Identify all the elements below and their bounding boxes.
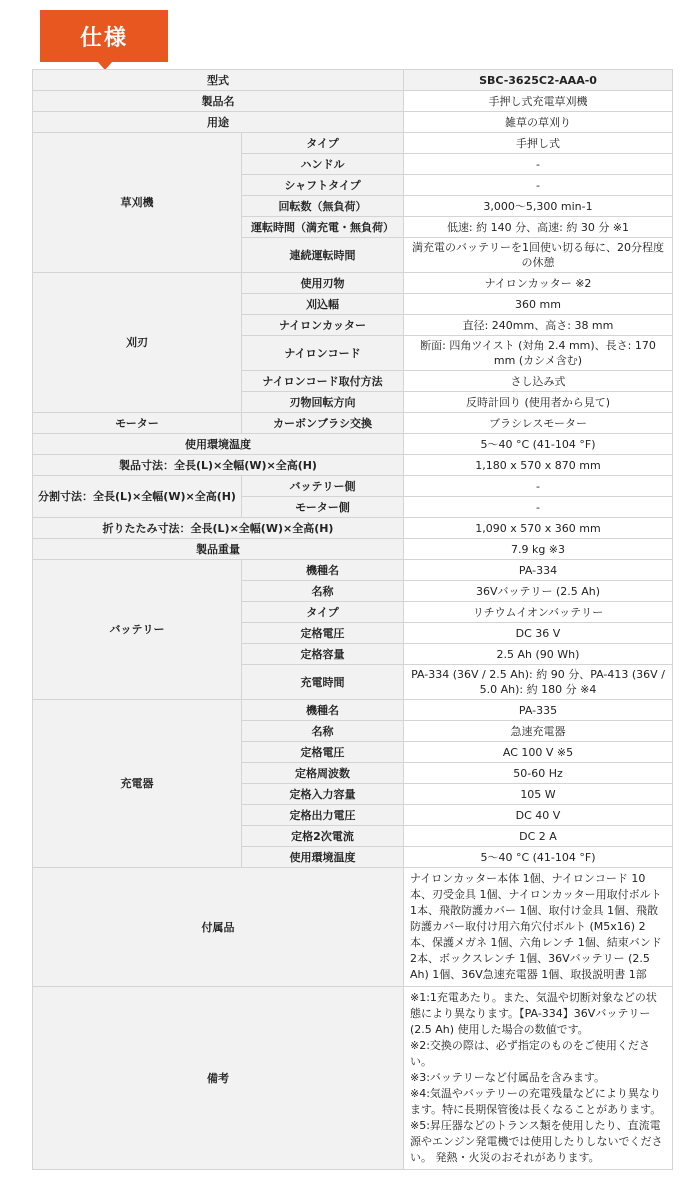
row-value: 360 mm — [404, 294, 673, 315]
row-label: 用途 — [33, 112, 404, 133]
remark-note: ※5:昇圧器などのトランス類を使用したり、直流電源やエンジン発電機では使用したりしないでください。 発熱・火災のおそれがあります。 — [410, 1119, 663, 1164]
row-label: 運転時間（満充電・無負荷） — [242, 217, 404, 238]
row-value: DC 36 V — [404, 623, 673, 644]
row-label: 使用環境温度 — [242, 847, 404, 868]
row-value: - — [404, 175, 673, 196]
row-value: 低速: 約 140 分、高速: 約 30 分 ※1 — [404, 217, 673, 238]
row-label: ナイロンカッター — [242, 315, 404, 336]
row-value: 雑草の草刈り — [404, 112, 673, 133]
row-label: 刈込幅 — [242, 294, 404, 315]
row-value: ナイロンカッター ※2 — [404, 273, 673, 294]
row-value: リチウムイオンバッテリー — [404, 602, 673, 623]
row-label: 機種名 — [242, 700, 404, 721]
table-row — [33, 987, 673, 1170]
row-value: 1,180 x 570 x 870 mm — [404, 455, 673, 476]
row-label-remarks: 備考 — [33, 987, 404, 1170]
row-value: DC 2 A — [404, 826, 673, 847]
row-value: DC 40 V — [404, 805, 673, 826]
table-row — [33, 70, 673, 91]
row-value-remarks — [404, 987, 673, 1170]
row-label: 刃物回転方向 — [242, 392, 404, 413]
row-value: 直径: 240mm、高さ: 38 mm — [404, 315, 673, 336]
row-label-model: 型式 — [33, 70, 404, 91]
row-value: 7.9 kg ※3 — [404, 539, 673, 560]
remark-note: ※2:交換の際は、必ず指定のものをご使用ください。 — [410, 1039, 650, 1068]
row-label: 定格電圧 — [242, 742, 404, 763]
table-row — [33, 91, 673, 112]
row-label: シャフトタイプ — [242, 175, 404, 196]
row-label: 折りたたみ寸法：全長(L)×全幅(W)×全高(H) — [33, 518, 404, 539]
row-value: 5〜40 °C (41-104 °F) — [404, 847, 673, 868]
group-label-mower: 草刈機 — [33, 133, 242, 273]
row-label: 定格2次電流 — [242, 826, 404, 847]
group-label-charger: 充電器 — [33, 700, 242, 868]
row-value: 1,090 x 570 x 360 mm — [404, 518, 673, 539]
remark-note: ※1:1充電あたり。また、気温や切断対象などの状態により異なります。【PA-334】36Vバッテリー (2.5 Ah) 使用した場合の数値です。 — [410, 991, 657, 1036]
group-label-split: 分割寸法：全長(L)×全幅(W)×全高(H) — [33, 476, 242, 518]
group-label-blade: 刈刃 — [33, 273, 242, 413]
table-row — [33, 455, 673, 476]
row-label: ナイロンコード — [242, 336, 404, 371]
row-value: さし込み式 — [404, 371, 673, 392]
table-row — [33, 476, 673, 497]
table-row — [33, 539, 673, 560]
row-value-accessories: ナイロンカッター本体 1個、ナイロンコード 10本、刃受金具 1個、ナイロンカッター用取付ボルト 1本、飛散防護カバー 1個、取付け金具 1個、飛散防護カバー取付け用六角穴付ボルト (M5x16) 2本、保護メガネ 1個、六角レンチ 1個、結束バンド 2本、ボックスレンチ 1個、36Vバッテリー (2.5 Ah) 1個、36V急速充電器 1個、取扱説明書 1部 — [404, 868, 673, 987]
row-label: 機種名 — [242, 560, 404, 581]
remark-note: ※4:気温やバッテリーの充電残量などにより異なります。特に長期保管後は長くなることがあります。 — [410, 1087, 662, 1116]
table-row — [33, 413, 673, 434]
row-value: 105 W — [404, 784, 673, 805]
row-value: 36Vバッテリー (2.5 Ah) — [404, 581, 673, 602]
row-label: 名称 — [242, 721, 404, 742]
row-label: 定格容量 — [242, 644, 404, 665]
remark-note: ※3:バッテリーなど付属品を含みます。 — [410, 1071, 606, 1084]
row-value: AC 100 V ※5 — [404, 742, 673, 763]
row-value: - — [404, 154, 673, 175]
table-row — [33, 133, 673, 154]
table-row — [33, 560, 673, 581]
row-label: 定格出力電圧 — [242, 805, 404, 826]
table-row — [33, 112, 673, 133]
row-value: 50-60 Hz — [404, 763, 673, 784]
table-row — [33, 434, 673, 455]
row-value: PA-334 (36V / 2.5 Ah): 約 90 分、PA-413 (36V / 5.0 Ah): 約 180 分 ※4 — [404, 665, 673, 700]
row-value: 断面: 四角ツイスト (対角 2.4 mm)、長さ: 170 mm (カシメ含む) — [404, 336, 673, 371]
row-value: - — [404, 476, 673, 497]
row-label: 製品寸法：全長(L)×全幅(W)×全高(H) — [33, 455, 404, 476]
group-label-battery: バッテリー — [33, 560, 242, 700]
table-row — [33, 700, 673, 721]
row-value: - — [404, 497, 673, 518]
row-label: 使用環境温度 — [33, 434, 404, 455]
row-label-accessories: 付属品 — [33, 868, 404, 987]
row-label: 名称 — [242, 581, 404, 602]
row-label: 回転数（無負荷） — [242, 196, 404, 217]
table-row — [33, 518, 673, 539]
row-label: 使用刃物 — [242, 273, 404, 294]
row-value: ブラシレスモーター — [404, 413, 673, 434]
row-label: 充電時間 — [242, 665, 404, 700]
row-value: 急速充電器 — [404, 721, 673, 742]
row-label: ナイロンコード取付方法 — [242, 371, 404, 392]
spec-table — [32, 69, 673, 1170]
row-label: 製品名 — [33, 91, 404, 112]
row-value: 手押し式充電草刈機 — [404, 91, 673, 112]
row-value: 満充電のバッテリーを1回使い切る毎に、20分程度の休憩 — [404, 238, 673, 273]
table-row — [33, 868, 673, 987]
row-value-model: SBC-3625C2-AAA-0 — [404, 70, 673, 91]
row-label: 定格周波数 — [242, 763, 404, 784]
table-row — [33, 273, 673, 294]
row-value: PA-334 — [404, 560, 673, 581]
row-label: タイプ — [242, 133, 404, 154]
row-label: 定格電圧 — [242, 623, 404, 644]
row-label: 定格入力容量 — [242, 784, 404, 805]
row-label: バッテリー側 — [242, 476, 404, 497]
row-label: ハンドル — [242, 154, 404, 175]
section-title-tab: 仕様 — [40, 10, 168, 62]
row-label: 製品重量 — [33, 539, 404, 560]
row-label: 連続運転時間 — [242, 238, 404, 273]
row-label: モーター側 — [242, 497, 404, 518]
row-value: 5〜40 °C (41-104 °F) — [404, 434, 673, 455]
group-label-motor: モーター — [33, 413, 242, 434]
row-label: カーボンブラシ交換 — [242, 413, 404, 434]
row-value: 反時計回り (使用者から見て) — [404, 392, 673, 413]
row-value: 2.5 Ah (90 Wh) — [404, 644, 673, 665]
row-value: PA-335 — [404, 700, 673, 721]
row-value: 3,000〜5,300 min-1 — [404, 196, 673, 217]
row-value: 手押し式 — [404, 133, 673, 154]
row-label: タイプ — [242, 602, 404, 623]
